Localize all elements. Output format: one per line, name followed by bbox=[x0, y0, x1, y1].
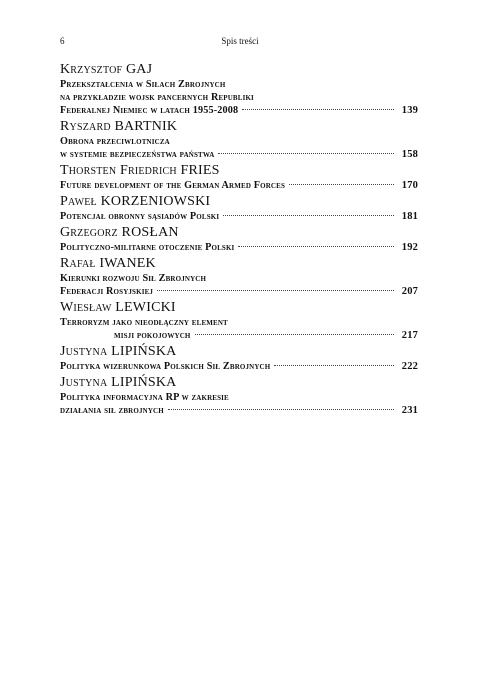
page-number: 6 bbox=[60, 36, 65, 46]
toc-page-number[interactable]: 170 bbox=[401, 180, 418, 191]
toc-title-last-line bbox=[60, 360, 418, 373]
toc-title-last-line bbox=[60, 104, 418, 117]
dot-leader bbox=[289, 184, 394, 185]
toc-entry[interactable] bbox=[60, 225, 418, 254]
author-surname: FRIES bbox=[180, 163, 220, 178]
toc-title-text: w systemie bezpieczeństwa państwa bbox=[60, 149, 215, 160]
toc-author bbox=[60, 344, 418, 360]
toc-page-number[interactable]: 222 bbox=[401, 361, 418, 372]
dot-leader bbox=[223, 215, 394, 216]
toc-entry[interactable] bbox=[60, 119, 418, 161]
toc-title-line: Terroryzm jako nieodłączny element bbox=[60, 317, 228, 328]
toc-author bbox=[60, 163, 418, 179]
author-first-name: Thorsten Friedrich bbox=[60, 163, 177, 178]
toc-page-number[interactable]: 181 bbox=[401, 211, 418, 222]
toc-title-text: Potencjał obronny sąsiadów Polski bbox=[60, 211, 220, 222]
dot-leader bbox=[195, 334, 394, 335]
toc-title-last-line bbox=[60, 210, 418, 223]
toc-title-text: działania sił zbrojnych bbox=[60, 405, 164, 416]
dot-leader bbox=[238, 246, 394, 247]
author-surname: LEWICKI bbox=[115, 300, 176, 315]
toc-author bbox=[60, 225, 418, 241]
toc-page-number[interactable]: 158 bbox=[401, 149, 418, 160]
toc-title-last-line bbox=[60, 179, 418, 192]
toc-entry[interactable] bbox=[60, 163, 418, 192]
author-surname: ROSŁAN bbox=[121, 225, 179, 240]
author-first-name: Krzysztof bbox=[60, 62, 123, 77]
toc-title-line: Kierunki rozwoju Sił Zbrojnych bbox=[60, 273, 207, 284]
author-first-name: Rafał bbox=[60, 256, 96, 271]
toc-page-number[interactable]: 192 bbox=[401, 242, 418, 253]
dot-leader bbox=[218, 153, 394, 154]
toc-page-number[interactable]: 231 bbox=[401, 405, 418, 416]
toc-entry[interactable] bbox=[60, 256, 418, 298]
table-of-contents bbox=[60, 62, 418, 419]
author-first-name: Justyna bbox=[60, 344, 108, 359]
toc-title-text: Federacji Rosyjskiej bbox=[60, 286, 154, 297]
toc-entry[interactable] bbox=[60, 375, 418, 417]
author-surname: LIPIŃSKA bbox=[111, 344, 177, 359]
toc-entry[interactable] bbox=[60, 300, 418, 342]
author-first-name: Justyna bbox=[60, 375, 108, 390]
author-surname: BARTNIK bbox=[114, 119, 178, 134]
dot-leader bbox=[168, 409, 394, 410]
toc-title-last-line bbox=[60, 148, 418, 161]
author-surname: LIPIŃSKA bbox=[111, 375, 177, 390]
toc-title-text: Polityka wizerunkowa Polskich Sił Zbrojnych bbox=[60, 361, 271, 372]
author-surname: IWANEK bbox=[99, 256, 156, 271]
dot-leader bbox=[157, 290, 394, 291]
toc-title-last-line bbox=[60, 329, 418, 342]
toc-title-line: Obrona przeciwlotnicza bbox=[60, 136, 170, 147]
author-surname: KORZENIOWSKI bbox=[100, 194, 211, 209]
toc-title-line: Polityka informacyjna RP w zakresie bbox=[60, 392, 229, 403]
toc-title-line: na przykładzie wojsk pancernych Republiki bbox=[60, 92, 254, 103]
toc-author bbox=[60, 62, 418, 78]
dot-leader bbox=[274, 365, 394, 366]
author-first-name: Wiesław bbox=[60, 300, 112, 315]
toc-title-last-line bbox=[60, 241, 418, 254]
toc-entry[interactable] bbox=[60, 194, 418, 223]
toc-title-text: Polityczno-militarne otoczenie Polski bbox=[60, 242, 235, 253]
author-first-name: Ryszard bbox=[60, 119, 111, 134]
dot-leader bbox=[242, 109, 394, 110]
toc-title-line: Przekształcenia w Siłach Zbrojnych bbox=[60, 79, 226, 90]
author-surname: GAJ bbox=[126, 62, 153, 77]
toc-author bbox=[60, 119, 418, 135]
author-first-name: Grzegorz bbox=[60, 225, 118, 240]
running-head bbox=[60, 36, 420, 50]
author-first-name: Paweł bbox=[60, 194, 97, 209]
toc-page-number[interactable]: 207 bbox=[401, 286, 418, 297]
toc-author bbox=[60, 256, 418, 272]
toc-author bbox=[60, 375, 418, 391]
running-head-title: Spis treści bbox=[221, 36, 259, 46]
toc-title-text: misji pokojowych bbox=[114, 330, 191, 341]
toc-entry[interactable] bbox=[60, 62, 418, 117]
toc-title-text: Future development of the German Armed Forces bbox=[60, 180, 285, 191]
toc-title-text: Federalnej Niemiec w latach 1955-2008 bbox=[60, 105, 239, 116]
toc-title-last-line bbox=[60, 404, 418, 417]
toc-author bbox=[60, 300, 418, 316]
toc-page-number[interactable]: 217 bbox=[401, 330, 418, 341]
toc-author bbox=[60, 194, 418, 210]
toc-title-last-line bbox=[60, 285, 418, 298]
toc-page-number[interactable]: 139 bbox=[401, 105, 418, 116]
toc-entry[interactable] bbox=[60, 344, 418, 373]
